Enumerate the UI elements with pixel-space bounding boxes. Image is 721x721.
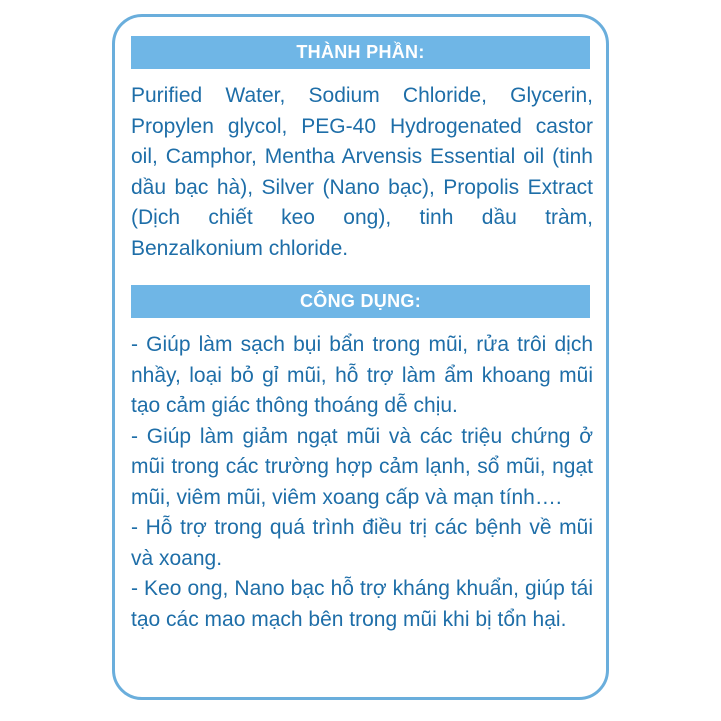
ingredients-header: THÀNH PHẦN: — [131, 36, 590, 69]
uses-item: - Keo ong, Nano bạc hỗ trợ kháng khuẩn, giúp tái tạo các mao mạch bên trong mũi khi bị tổn hại. — [131, 577, 593, 631]
uses-header: CÔNG DỤNG: — [131, 285, 590, 318]
product-info-card — [112, 14, 609, 700]
uses-item: - Giúp làm giảm ngạt mũi và các triệu chứng ở mũi trong các trường hợp cảm lạnh, sổ mũi, ngạt mũi, viêm mũi, viêm xoang cấp và mạn tính…. — [131, 424, 593, 509]
uses-list — [131, 330, 593, 635]
uses-item: - Giúp làm sạch bụi bẩn trong mũi, rửa trôi dịch nhầy, loại bỏ gỉ mũi, hỗ trợ làm ẩm khoang mũi tạo cảm giác thông thoáng dễ chịu. — [131, 333, 593, 417]
ingredients-text: Purified Water, Sodium Chloride, Glycerin, Propylen glycol, PEG-40 Hydrogenated castor oil, Camphor, Mentha Arvensis Essential oil (tinh dầu bạc hà), Silver (Nano bạc), Propolis Extract (Dịch chiết keo ong), tinh dầu tràm, Benzalkonium chloride. — [131, 84, 593, 260]
uses-item: - Hỗ trợ trong quá trình điều trị các bệnh về mũi và xoang. — [131, 516, 593, 570]
